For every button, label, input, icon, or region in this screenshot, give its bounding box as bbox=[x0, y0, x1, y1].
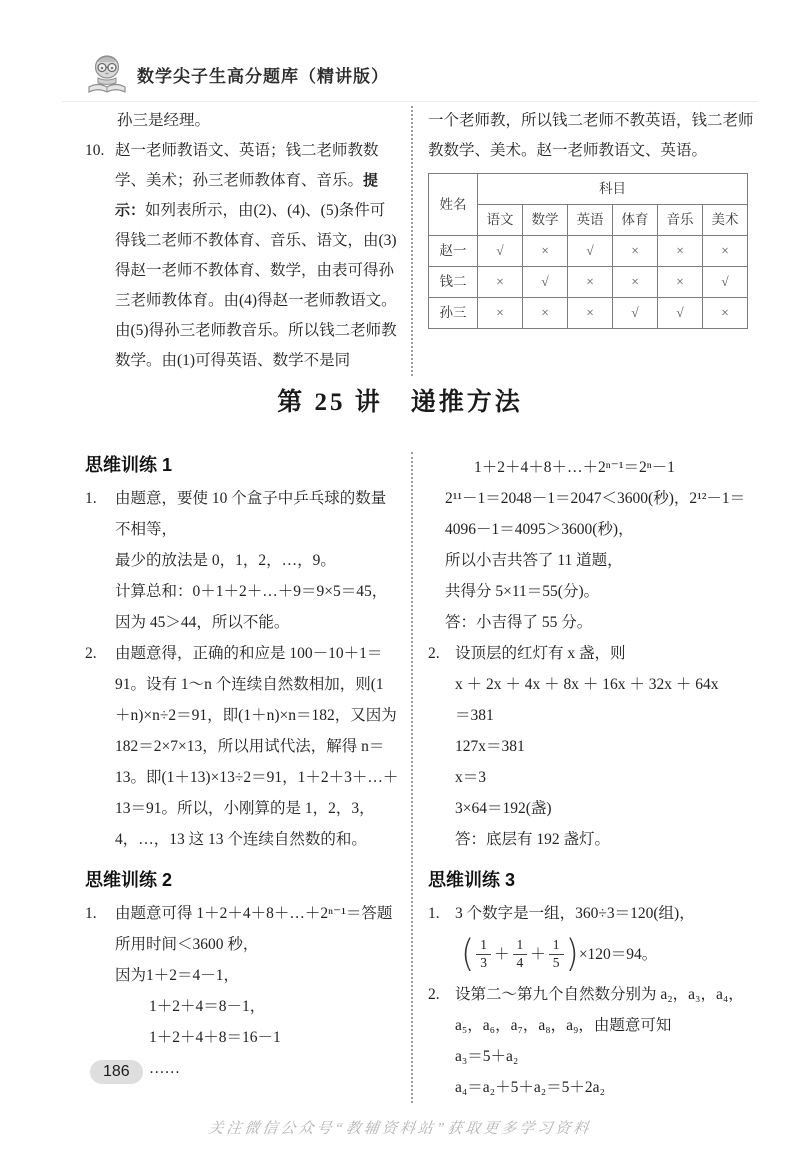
equation-line: 3×64＝192(盏) bbox=[455, 800, 552, 817]
display-formula: 1＋2＋4＋8＋…＋2ⁿ⁻¹＝2ⁿ－1 bbox=[474, 459, 675, 476]
expression-suffix: ×120＝94。 bbox=[578, 945, 658, 963]
table-mark: × bbox=[478, 298, 523, 329]
subject-header: 数学 bbox=[523, 205, 568, 236]
item-number: 1. bbox=[428, 905, 440, 922]
fraction-numerator: 1 bbox=[549, 937, 564, 955]
fraction-expression bbox=[455, 929, 764, 979]
table-mark: √ bbox=[703, 267, 748, 298]
table-mark: × bbox=[613, 267, 658, 298]
item-number: 2. bbox=[428, 645, 440, 662]
table-corner-header: 姓名 bbox=[429, 174, 478, 236]
hint-label: 提示： bbox=[115, 172, 379, 219]
mascot-logo-icon bbox=[86, 52, 128, 96]
solution-line: 3 个数字是一组，360÷3＝120(组)， bbox=[455, 905, 695, 922]
item-body bbox=[455, 638, 764, 855]
teacher-subject-table bbox=[428, 173, 748, 329]
training3-item-1 bbox=[428, 898, 764, 979]
training1-heading: 思维训练 1 bbox=[85, 455, 173, 475]
teacher-name: 孙三 bbox=[429, 298, 478, 329]
table-mark: √ bbox=[658, 298, 703, 329]
fraction-numerator: 1 bbox=[476, 937, 491, 955]
subject-header: 体育 bbox=[613, 205, 658, 236]
top-left-column bbox=[85, 106, 411, 376]
item-text bbox=[115, 136, 399, 376]
table-mark: × bbox=[523, 236, 568, 267]
equation-line: 1＋2＋4＋8＝16－1 bbox=[149, 1029, 281, 1046]
table-group-header: 科目 bbox=[478, 174, 748, 205]
table-mark: × bbox=[523, 298, 568, 329]
subject-header: 音乐 bbox=[658, 205, 703, 236]
plus-operator: ＋ bbox=[530, 945, 546, 963]
table-mark: √ bbox=[568, 236, 613, 267]
solution-line: 共得分 5×11＝55(分)。 bbox=[445, 583, 600, 600]
top-right-column bbox=[413, 106, 764, 376]
item-number: 2. bbox=[428, 986, 440, 1003]
answer-line: 答：小吉得了 55 分。 bbox=[445, 614, 593, 631]
hint-text: 如列表所示，由(2)、(4)、(5)条件可得钱二老师不教体育、音乐、语文，由(3)得赵一老师不教体育、数学，由表可得孙三老师教体育。由(4)得赵一老师教语文。由(5)得孙三老师教音乐。所以钱二老师教数学。由(1)可得英语、数学不是同 bbox=[115, 202, 397, 369]
table-mark: × bbox=[568, 298, 613, 329]
fraction-denominator: 4 bbox=[516, 954, 524, 970]
solution-line: 所以小吉共答了 11 道题， bbox=[445, 552, 623, 569]
table-mark: × bbox=[658, 236, 703, 267]
equation-line: a₃＝5＋a₂ bbox=[455, 1048, 519, 1065]
table-row bbox=[429, 236, 748, 267]
table-mark: √ bbox=[523, 267, 568, 298]
training2-heading: 思维训练 2 bbox=[85, 870, 173, 890]
subject-header: 美术 bbox=[703, 205, 748, 236]
table-row bbox=[429, 267, 748, 298]
solution-paragraph: 由题意得，正确的和应是 100－10＋1＝91。设有 1～n 个连续自然数相加，则(1＋n)×n÷2＝91，即(1＋n)×n＝182，又因为 182＝2×7×13，所以用试代法，解得 n＝13。即(1＋13)×13÷2＝91，1＋2＋3＋…＋13＝91。所以，小刚算的是 1，2，3，4，…，13 这 13 个连续自然数的和。 bbox=[115, 645, 399, 848]
equation-line: x＝3 bbox=[455, 769, 487, 786]
table-mark: √ bbox=[478, 236, 523, 267]
table-mark: × bbox=[658, 267, 703, 298]
item-number: 10. bbox=[85, 142, 105, 159]
equation-line: 因为1＋2＝4－1， bbox=[115, 967, 240, 984]
fraction bbox=[476, 937, 491, 972]
page-number-badge: 186 bbox=[90, 1060, 143, 1084]
training1-item-2 bbox=[85, 638, 399, 855]
solution-line: 由题意，要使 10 个盒子中乒乓球的数量不相等， bbox=[115, 490, 387, 538]
solution-line: 由题意可得 1＋2＋4＋8＋…＋2ⁿ⁻¹＝答题所用时间＜3600 秒， bbox=[115, 905, 393, 953]
fraction-numerator: 1 bbox=[513, 937, 528, 955]
table-header-row bbox=[429, 174, 748, 205]
subject-header: 英语 bbox=[568, 205, 613, 236]
item-body bbox=[455, 898, 764, 979]
item-body bbox=[455, 979, 764, 1103]
table-mark: × bbox=[703, 298, 748, 329]
watermark-text: 关注微信公众号“教辅资料站”获取更多学习资料 bbox=[207, 1121, 593, 1137]
table-mark: × bbox=[703, 236, 748, 267]
equation-line: 127x＝381 bbox=[455, 738, 525, 755]
answer-item-10 bbox=[85, 136, 399, 376]
solution-line: 计算总和：0＋1＋2＋…＋9＝9×5＝45， bbox=[115, 583, 388, 600]
item-number: 1. bbox=[85, 905, 97, 922]
training3-item-2 bbox=[428, 979, 764, 1103]
teacher-name: 钱二 bbox=[429, 267, 478, 298]
bottom-left-column bbox=[85, 452, 411, 1103]
training2-item-1 bbox=[85, 898, 399, 1084]
solution-line: a₅，a₆，a₇，a₈，a₉，由题意可知 bbox=[455, 1017, 672, 1034]
teacher-name: 赵一 bbox=[429, 236, 478, 267]
lecture-title: 第 25 讲 递推方法 bbox=[277, 389, 523, 416]
answers-top-section bbox=[85, 106, 764, 376]
training3-heading: 思维训练 3 bbox=[428, 870, 516, 890]
header-divider bbox=[62, 101, 758, 102]
fraction bbox=[549, 937, 564, 972]
close-paren: ) bbox=[565, 932, 579, 976]
table-row bbox=[429, 298, 748, 329]
fraction bbox=[513, 937, 528, 972]
equation-line: 1＋2＋4＝8－1， bbox=[149, 998, 266, 1015]
ellipsis-line: …… bbox=[149, 1060, 180, 1077]
answer-line: 答：底层有 192 盏灯。 bbox=[455, 831, 611, 848]
book-title: 数学尖子生高分题库（精讲版） bbox=[137, 66, 389, 86]
table-mark: × bbox=[568, 267, 613, 298]
page-header bbox=[86, 52, 389, 96]
solution-line: 因为 45＞44，所以不能。 bbox=[115, 614, 290, 631]
equation-line: a₄＝a₂＋5＋a₂＝5＋2a₂ bbox=[455, 1079, 605, 1096]
solution-line: 最少的放法是 0，1，2，…，9。 bbox=[115, 552, 336, 569]
plus-operator: ＋ bbox=[494, 945, 510, 963]
answer-continuation-paragraph: 一个老师教，所以钱二老师不教英语，钱二老师教数学、美术。赵一老师教语文、英语。 bbox=[428, 112, 754, 159]
bottom-right-column bbox=[413, 452, 764, 1103]
table-mark: × bbox=[478, 267, 523, 298]
equation-line: x ＋ 2x ＋ 4x ＋ 8x ＋ 16x ＋ 32x ＋ 64x bbox=[455, 676, 719, 693]
solution-line: 设顶层的红灯有 x 盏，则 bbox=[455, 645, 626, 662]
subject-header: 语文 bbox=[478, 205, 523, 236]
lecture-answers-section bbox=[85, 452, 764, 1103]
item-body bbox=[115, 898, 399, 1084]
solution-line: 设第二～第九个自然数分别为 a₂，a₃，a₄， bbox=[455, 986, 744, 1003]
fraction-denominator: 3 bbox=[480, 954, 488, 970]
table-mark: √ bbox=[613, 298, 658, 329]
item-body bbox=[115, 483, 399, 638]
answer-continuation-line: 孙三是经理。 bbox=[117, 112, 211, 129]
fraction-denominator: 5 bbox=[552, 954, 560, 970]
item-number: 2. bbox=[85, 645, 97, 662]
equation-line: ＝381 bbox=[455, 707, 494, 724]
open-paren: ( bbox=[461, 932, 475, 976]
table-mark: × bbox=[613, 236, 658, 267]
item-answer-text: 赵一老师教语文、英语；钱二老师教数学、美术；孙三老师教体育、音乐。 bbox=[115, 142, 379, 189]
training2-item-2 bbox=[428, 638, 764, 855]
training1-item-1 bbox=[85, 483, 399, 638]
item-number: 1. bbox=[85, 490, 97, 507]
solution-paragraph: 2¹¹－1＝2048－1＝2047＜3600(秒)，2¹²－1＝4096－1＝4095＞3600(秒)， bbox=[445, 490, 746, 538]
